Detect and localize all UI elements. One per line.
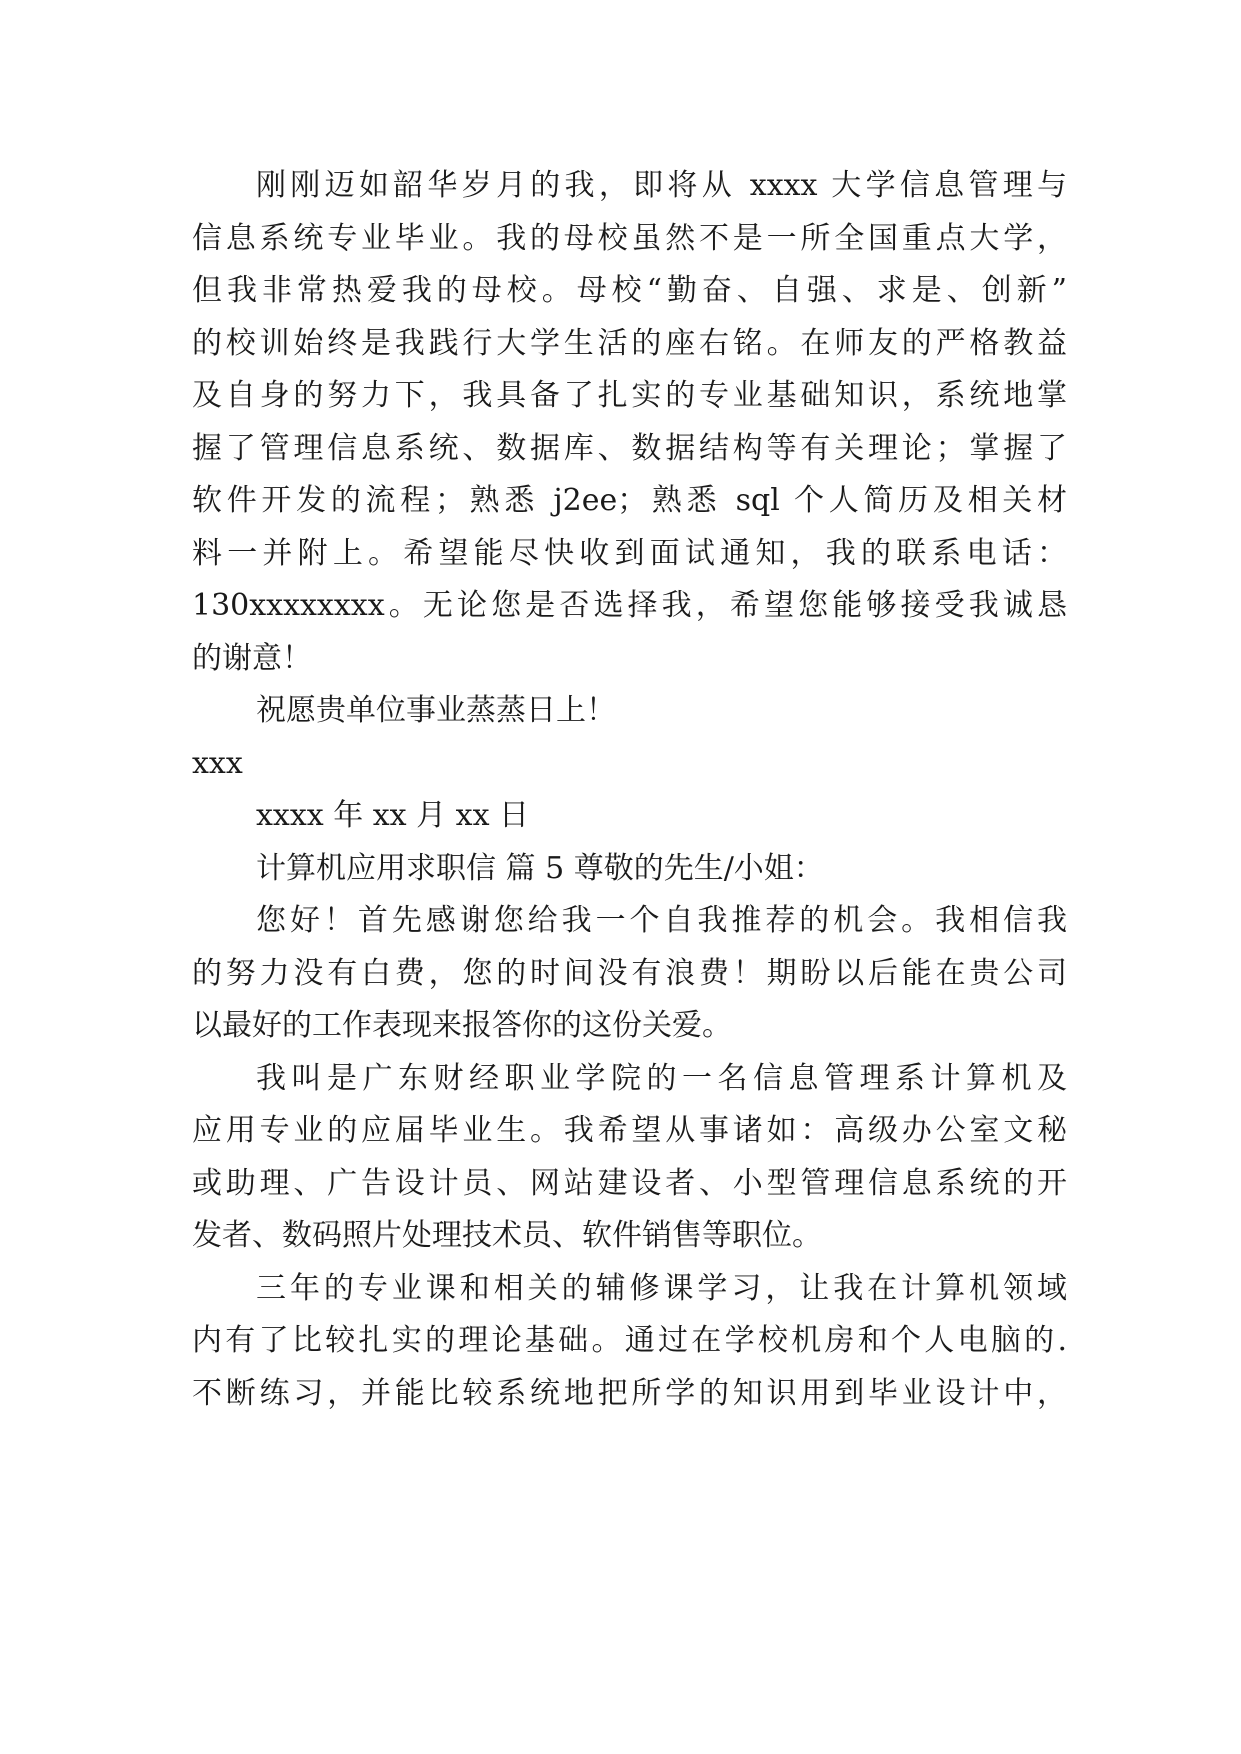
letter-body <box>192 160 1067 1420</box>
section-heading: 计算机应用求职信 篇 5 尊敬的先生/小姐： <box>256 850 824 886</box>
text-line: 但我非常热爱我的母校。母校“勤奋、自强、求是、创新” <box>192 273 1067 308</box>
text-line: 的谢意！ <box>192 640 312 676</box>
text-line: 及自身的努力下，我具备了扎实的专业基础知识，系统地掌 <box>192 378 1067 413</box>
text-line: 握了管理信息系统、数据库、数据结构等有关理论；掌握了 <box>192 430 1067 466</box>
text-line: 三年的专业课和相关的辅修课学习，让我在计算机领域 <box>256 1270 1067 1306</box>
text-line: 发者、数码照片处理技术员、软件销售等职位。 <box>192 1218 822 1253</box>
text-line: 软件开发的流程；熟悉 j2ee；熟悉 sql 个人简历及相关材 <box>192 483 1067 518</box>
text-line: 刚刚迈如韶华岁月的我，即将从 xxxx 大学信息管理与 <box>256 168 1067 203</box>
text-line: 我叫是广东财经职业学院的一名信息管理系计算机及 <box>256 1060 1067 1096</box>
text-line: 料一并附上。希望能尽快收到面试通知，我的联系电话： <box>192 535 1067 571</box>
closing-wish: 祝愿贵单位事业蒸蒸日上！ <box>256 693 616 728</box>
text-line: 应用专业的应届毕业生。我希望从事诸如：高级办公室文秘 <box>192 1113 1067 1148</box>
text-line: 的努力没有白费，您的时间没有浪费！期盼以后能在贵公司 <box>192 955 1067 991</box>
signature-date: xxxx 年 xx 月 xx 日 <box>256 798 530 833</box>
text-line: 的校训始终是我践行大学生活的座右铭。在师友的严格教益 <box>192 325 1067 361</box>
text-line: 信息系统专业毕业。我的母校虽然不是一所全国重点大学， <box>192 220 1067 256</box>
text-line: 不断练习，并能比较系统地把所学的知识用到毕业设计中， <box>192 1375 1067 1411</box>
text-line: 130xxxxxxxx。无论您是否选择我，希望您能够接受我诚恳 <box>192 588 1067 623</box>
signature-name: xxx <box>192 745 243 781</box>
text-line: 以最好的工作表现来报答你的这份关爱。 <box>192 1008 732 1043</box>
text-line: 您好！首先感谢您给我一个自我推荐的机会。我相信我 <box>256 903 1067 938</box>
text-line: 或助理、广告设计员、网站建设者、小型管理信息系统的开 <box>192 1165 1067 1201</box>
text-line: 内有了比较扎实的理论基础。通过在学校机房和个人电脑的. <box>192 1323 1067 1358</box>
